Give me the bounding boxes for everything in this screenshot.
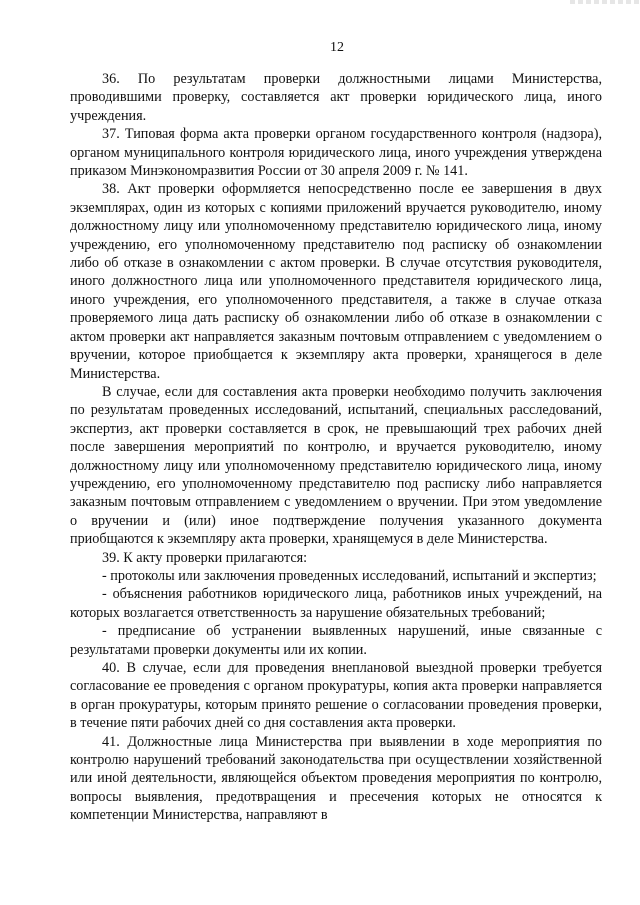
paragraph-41: 41. Должностные лица Министерства при выявлении в ходе мероприятия по контролю нарушений требований законодательства при осуществлении хозяйственной или иной деятельности, являющейся объектом проведения мероприятия по контролю, вопросы выявления, предотвращения и пресечения которых не относятся к компетенции Министерства, направляют в	[70, 733, 602, 824]
paragraph-39: 39. К акту проверки прилагаются:	[102, 549, 308, 566]
paragraph-38-continued: В случае, если для составления акта проверки необходимо получить заключения по результатам проведенных исследований, испытаний, специальных расследований, экспертиз, акт проверки составляется в срок, не превышающий трех рабочих дней после завершения мероприятий по контролю, и вручается руководителю, иному должностному лицу или уполномоченному представителю юридического лица, иному учреждению, его уполномоченному представителю под расписку либо направляется заказным почтовым отправлением с уведомлением о вручении. При этом уведомление о вручении и (или) иное подтверждение получения указанного документа приобщаются к экземпляру акта проверки, хранящемуся в деле Министерства.	[70, 383, 602, 548]
list-item-explanations: - объяснения работников юридического лица, работников иных учреждений, на которых возлагается ответственность за нарушение обязательных требований;	[70, 586, 602, 621]
paragraph-37: 37. Типовая форма акта проверки органом государственного контроля (надзора), органом муниципального контроля юридического лица, иного учреждения утверждена приказом Минэкономразвития России от 30 апреля 2009 г. № 141.	[70, 126, 602, 180]
list-item-prescription: - предписание об устранении выявленных нарушений, иные связанные с результатами проверки документы или их копии.	[70, 623, 602, 658]
paragraph-36: 36. По результатам проверки должностными лицами Министерства, проводившими проверку, составляется акт проверки юридического лица, иного учреждения.	[70, 71, 602, 124]
paragraph-40: 40. В случае, если для проведения внеплановой выездной проверки требуется согласование ее проведения с органом прокуратуры, копия акта проверки направляется в орган прокуратуры, которым принято решение о согласовании проведения проверки, в течение пяти рабочих дней со дня составления акта проверки.	[70, 660, 602, 732]
paragraph-38: 38. Акт проверки оформляется непосредственно после ее завершения в двух экземплярах, один из которых с копиями приложений вручается руководителю, иному должностному лицу или уполномоченному представителю юридического лица, иному учреждению, его уполномоченному представителю под расписку об ознакомлении либо об отказе в ознакомлении с актом проверки. В случае отсутствия руководителя, иного должностного лица или уполномоченного представителя юридического лица, иного учреждения, его уполномоченного представителя, а также в случае отказа проверяемого лица дать расписку об ознакомлении либо об отказе в ознакомлении с актом проверки акт направляется заказным почтовым отправлением с уведомлением о вручении, которое приобщается к экземпляру акта проверки, хранящегося в деле Министерства.	[70, 181, 602, 382]
list-item-protocols: - протоколы или заключения проведенных исследований, испытаний и экспертиз;	[102, 567, 597, 584]
scan-edge-mark	[570, 0, 640, 4]
page-number: 12	[330, 40, 344, 55]
